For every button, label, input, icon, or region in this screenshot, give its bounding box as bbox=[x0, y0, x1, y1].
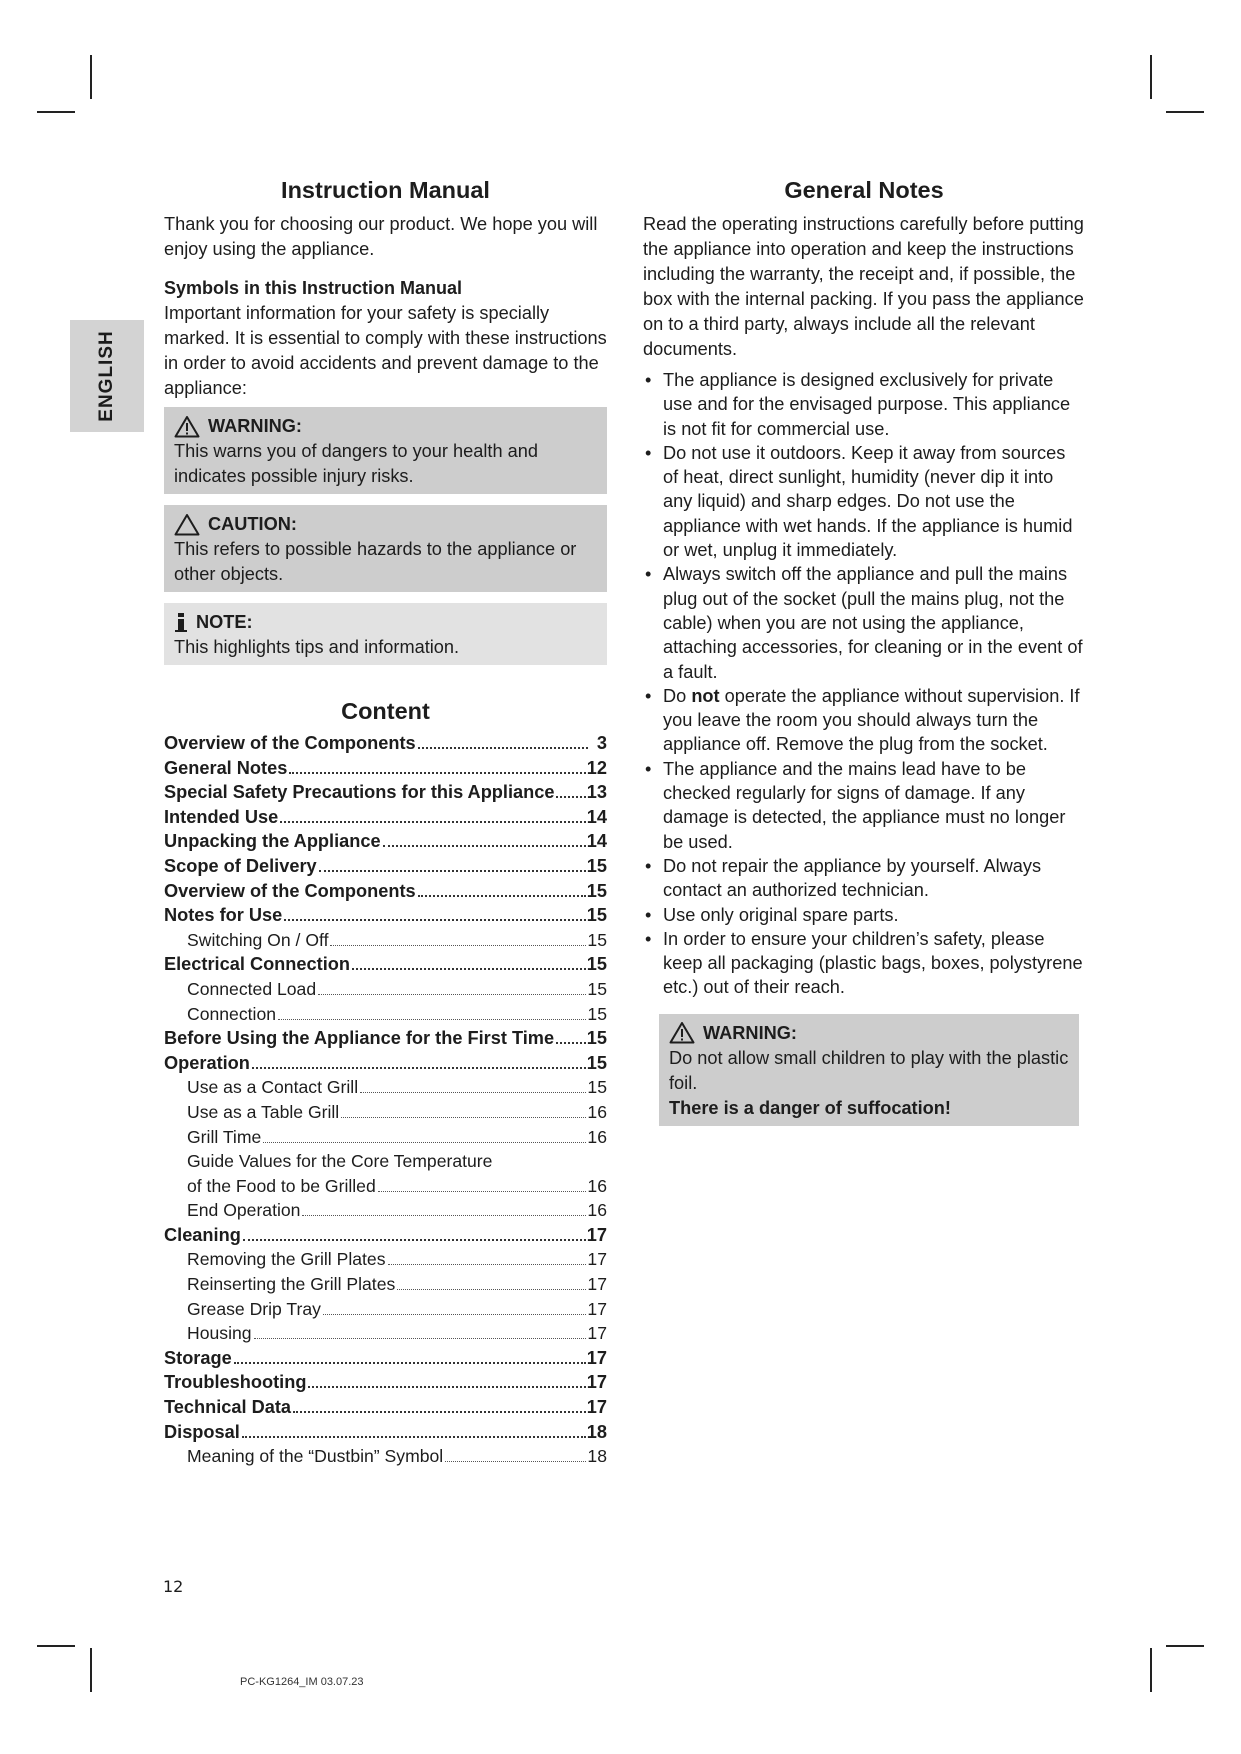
content-title: Content bbox=[341, 698, 430, 724]
general-notes-title: General Notes bbox=[784, 177, 944, 203]
toc-entry[interactable] bbox=[164, 879, 607, 904]
toc-entry[interactable] bbox=[164, 1223, 607, 1248]
list-item: • Always switch off the appliance and pull the mains plug out of the socket (pull the mains plug, not the cable) when you are not using the appliance, attaching accessories, for cleaning or in the event of a fault. bbox=[643, 562, 1085, 683]
toc-label: Intended Use bbox=[164, 806, 279, 827]
caution-title-row bbox=[174, 511, 597, 537]
toc-page: 17 bbox=[586, 1347, 607, 1368]
toc-page: 15 bbox=[586, 954, 607, 975]
toc-label: Before Using the Appliance for the First Time bbox=[164, 1028, 555, 1049]
crop-mark-bottom-right-vertical bbox=[1150, 1648, 1152, 1692]
toc-entry[interactable] bbox=[164, 1395, 607, 1420]
toc-leader bbox=[323, 1314, 586, 1315]
footer-document-code: PC-KG1264_IM 03.07.23 bbox=[240, 1676, 364, 1688]
toc-subentry-heading: Guide Values for the Core Temperature bbox=[187, 1151, 493, 1172]
toc-leader bbox=[234, 1362, 586, 1364]
toc-subentry[interactable] bbox=[164, 928, 607, 953]
toc-leader bbox=[352, 968, 586, 970]
toc-entry[interactable] bbox=[164, 1026, 607, 1051]
toc-leader bbox=[284, 919, 586, 921]
page-number: 12 bbox=[163, 1577, 184, 1596]
toc-leader bbox=[378, 1191, 587, 1192]
crop-mark-top-left-horizontal bbox=[37, 111, 75, 113]
crop-mark-bottom-left-horizontal bbox=[37, 1645, 75, 1647]
toc-entry[interactable] bbox=[164, 903, 607, 928]
toc-subentry[interactable] bbox=[164, 1125, 607, 1150]
toc-leader bbox=[556, 1042, 586, 1044]
toc-subentry[interactable] bbox=[164, 1198, 607, 1223]
toc-page: 18 bbox=[586, 1421, 607, 1442]
bullet-text-end: operate the appliance without supervision. If you leave the room you should always turn the appliance off. Remove the plug from the socket. bbox=[663, 685, 1080, 755]
toc-label: Overview of the Components bbox=[164, 733, 416, 753]
toc-entry[interactable] bbox=[164, 756, 607, 781]
crop-mark-bottom-left-vertical bbox=[90, 1648, 92, 1692]
toc-label: Cleaning bbox=[164, 1224, 241, 1245]
right-column bbox=[643, 176, 1085, 1137]
toc-leader bbox=[293, 1411, 586, 1413]
toc-label: Switching On / Off bbox=[187, 929, 329, 950]
language-side-tab bbox=[70, 320, 144, 432]
toc-label: General Notes bbox=[164, 757, 288, 778]
intro-text: Thank you for choosing our product. We hope you will enjoy using the appliance. bbox=[164, 214, 598, 259]
list-item: • Use only original spare parts. bbox=[643, 903, 1085, 927]
toc-label: Technical Data bbox=[164, 1397, 292, 1418]
toc-leader bbox=[302, 1215, 586, 1216]
toc-label: Electrical Connection bbox=[164, 954, 350, 975]
crop-mark-top-right-horizontal bbox=[1166, 111, 1204, 113]
list-item: • Do not repair the appliance by yourself. Always contact an authorized technician. bbox=[643, 854, 1085, 903]
toc-page: 17 bbox=[587, 1274, 607, 1295]
bullet-emphasis: not bbox=[691, 685, 720, 706]
toc-leader bbox=[254, 1338, 587, 1339]
toc-leader bbox=[318, 994, 586, 995]
toc-subentry[interactable] bbox=[164, 1174, 607, 1199]
toc-label: of the Food to be Grilled bbox=[187, 1175, 376, 1196]
toc-page: 15 bbox=[586, 855, 607, 876]
toc-label: Connection bbox=[187, 1003, 277, 1024]
toc-label: Grease Drip Tray bbox=[187, 1298, 321, 1319]
toc-entry[interactable] bbox=[164, 1051, 607, 1076]
toc-page: 17 bbox=[587, 1298, 607, 1319]
note-title-row bbox=[174, 609, 597, 635]
toc-page: 15 bbox=[586, 880, 607, 901]
toc-leader bbox=[418, 895, 586, 897]
list-item bbox=[643, 684, 1085, 757]
toc-leader bbox=[418, 747, 588, 749]
safety-bullet-list bbox=[643, 368, 1085, 1000]
toc-page: 17 bbox=[587, 1323, 607, 1344]
toc-subentry[interactable] bbox=[164, 1100, 607, 1125]
toc-leader bbox=[388, 1264, 587, 1265]
warning-text-bold: There is a danger of suffocation! bbox=[669, 1097, 951, 1118]
toc-leader bbox=[252, 1067, 586, 1069]
crop-mark-bottom-right-horizontal bbox=[1166, 1645, 1204, 1647]
toc-label: Special Safety Precautions for this Appliance bbox=[164, 782, 555, 803]
toc-page: 17 bbox=[586, 1224, 607, 1245]
toc-label: Use as a Table Grill bbox=[187, 1101, 340, 1122]
toc-page: 14 bbox=[586, 831, 607, 852]
toc-page: 3 bbox=[596, 733, 607, 753]
toc-subentry[interactable] bbox=[164, 1247, 607, 1272]
warning-title-row bbox=[669, 1020, 1069, 1046]
left-column bbox=[164, 176, 607, 1469]
toc-page: 13 bbox=[586, 782, 607, 803]
toc-leader bbox=[278, 1019, 586, 1020]
toc-leader bbox=[280, 821, 586, 823]
toc-label: Use as a Contact Grill bbox=[187, 1077, 359, 1098]
table-of-contents bbox=[164, 731, 607, 1469]
symbols-heading: Symbols in this Instruction Manual bbox=[164, 278, 463, 298]
toc-page: 16 bbox=[587, 1126, 607, 1147]
toc-subentry[interactable] bbox=[164, 1272, 607, 1297]
list-item: • The appliance and the mains lead have to be checked regularly for signs of damage. If any damage is detected, the appliance must no longer be used. bbox=[643, 757, 1085, 854]
crop-mark-top-right-vertical bbox=[1150, 55, 1152, 99]
toc-page: 15 bbox=[587, 1077, 607, 1098]
toc-leader bbox=[308, 1386, 585, 1388]
toc-label: Troubleshooting bbox=[164, 1372, 307, 1393]
toc-leader bbox=[445, 1461, 586, 1462]
toc-subentry[interactable] bbox=[164, 1321, 607, 1346]
toc-leader bbox=[242, 1436, 586, 1438]
toc-page: 15 bbox=[586, 1052, 607, 1073]
toc-leader bbox=[289, 772, 585, 774]
toc-label: Grill Time bbox=[187, 1126, 262, 1147]
toc-leader bbox=[341, 1117, 586, 1118]
toc-page: 15 bbox=[587, 978, 607, 999]
toc-label: Disposal bbox=[164, 1421, 240, 1442]
note-box bbox=[164, 603, 607, 665]
toc-label: Operation bbox=[164, 1052, 250, 1073]
list-item: • In order to ensure your children’s safety, please keep all packaging (plastic bags, boxes, polystyrene etc.) out of their reach. bbox=[643, 927, 1085, 1000]
toc-page: 15 bbox=[587, 929, 607, 950]
info-icon bbox=[174, 611, 188, 634]
toc-subentry[interactable] bbox=[164, 1297, 607, 1322]
crop-mark-top-left-vertical bbox=[90, 55, 92, 99]
toc-leader bbox=[243, 1239, 586, 1241]
toc-entry[interactable] bbox=[164, 731, 607, 756]
toc-label: Meaning of the “Dustbin” Symbol bbox=[187, 1446, 444, 1467]
warning-triangle-icon bbox=[669, 1021, 695, 1044]
toc-page: 14 bbox=[586, 806, 607, 827]
caution-box bbox=[164, 505, 607, 592]
caution-text: This refers to possible hazards to the appliance or other objects. bbox=[174, 539, 577, 584]
warning-title: WARNING: bbox=[208, 416, 302, 436]
toc-label: Housing bbox=[187, 1323, 252, 1344]
toc-page: 16 bbox=[587, 1175, 607, 1196]
toc-label: Overview of the Components bbox=[164, 880, 416, 901]
toc-page: 15 bbox=[586, 1028, 607, 1049]
toc-leader bbox=[397, 1289, 586, 1290]
warning-triangle-icon bbox=[174, 415, 200, 438]
warning-title: WARNING: bbox=[703, 1022, 797, 1043]
toc-entry[interactable] bbox=[164, 780, 607, 805]
caution-title: CAUTION: bbox=[208, 514, 297, 534]
toc-label: Scope of Delivery bbox=[164, 855, 317, 876]
toc-entry[interactable] bbox=[164, 1420, 607, 1445]
toc-label: Storage bbox=[164, 1347, 232, 1368]
caution-triangle-icon bbox=[174, 513, 200, 536]
warning-text: Do not allow small children to play with the plastic foil. bbox=[669, 1047, 1069, 1093]
toc-page: 17 bbox=[587, 1249, 607, 1270]
toc-leader bbox=[330, 945, 586, 946]
list-item: • Do not use it outdoors. Keep it away from sources of heat, direct sunlight, humidity (never dip it into any liquid) and sharp edges. Do not use the appliance with wet hands. If the appliance is humid or wet, unplug it immediately. bbox=[643, 441, 1085, 562]
toc-page: 17 bbox=[586, 1397, 607, 1418]
toc-label: Notes for Use bbox=[164, 905, 283, 926]
language-label: ENGLISH bbox=[96, 330, 117, 422]
toc-entry[interactable] bbox=[164, 952, 607, 977]
toc-entry[interactable] bbox=[164, 1370, 607, 1395]
warning-title-row bbox=[174, 413, 597, 439]
toc-page: 15 bbox=[587, 1003, 607, 1024]
toc-subentry[interactable] bbox=[164, 1075, 607, 1100]
toc-leader bbox=[263, 1142, 586, 1143]
note-text: This highlights tips and information. bbox=[174, 637, 460, 657]
general-notes-intro: Read the operating instructions carefully before putting the appliance into operation and keep the instructions including the warranty, the receipt and, if possible, the box with the internal packing. If you pass the appliance on to a third party, always include all the relevant documents. bbox=[643, 214, 1084, 359]
note-title: NOTE: bbox=[196, 612, 253, 632]
toc-page: 18 bbox=[587, 1446, 607, 1467]
toc-page: 12 bbox=[586, 757, 607, 778]
toc-leader bbox=[556, 796, 585, 798]
instruction-manual-title: Instruction Manual bbox=[281, 177, 490, 203]
toc-subentry[interactable] bbox=[164, 1444, 607, 1469]
toc-entry[interactable] bbox=[164, 854, 607, 879]
warning-text: This warns you of dangers to your health and indicates possible injury risks. bbox=[174, 441, 538, 486]
plastic-foil-warning-box bbox=[659, 1014, 1079, 1126]
toc-page: 16 bbox=[587, 1200, 607, 1221]
toc-label: Connected Load bbox=[187, 978, 317, 999]
bullet-text-start: Do bbox=[663, 685, 687, 706]
toc-page: 16 bbox=[587, 1101, 607, 1122]
toc-subentry[interactable] bbox=[164, 977, 607, 1002]
toc-label: Unpacking the Appliance bbox=[164, 831, 381, 852]
toc-leader bbox=[383, 845, 586, 847]
toc-subentry[interactable] bbox=[164, 1002, 607, 1027]
toc-label: Removing the Grill Plates bbox=[187, 1249, 386, 1270]
toc-entry[interactable] bbox=[164, 1346, 607, 1371]
toc-leader bbox=[360, 1092, 586, 1093]
toc-label: Reinserting the Grill Plates bbox=[187, 1274, 396, 1295]
toc-entry[interactable] bbox=[164, 829, 607, 854]
toc-page: 17 bbox=[586, 1372, 607, 1393]
warning-box bbox=[164, 407, 607, 494]
toc-label: End Operation bbox=[187, 1200, 301, 1221]
symbols-text: Important information for your safety is specially marked. It is essential to comply with these instructions in order to avoid accidents and prevent damage to the appliance: bbox=[164, 303, 607, 398]
toc-entry[interactable] bbox=[164, 805, 607, 830]
toc-leader bbox=[319, 870, 586, 872]
list-item: • The appliance is designed exclusively for private use and for the envisaged purpose. This appliance is not fit for commercial use. bbox=[643, 368, 1085, 441]
toc-page: 15 bbox=[586, 905, 607, 926]
